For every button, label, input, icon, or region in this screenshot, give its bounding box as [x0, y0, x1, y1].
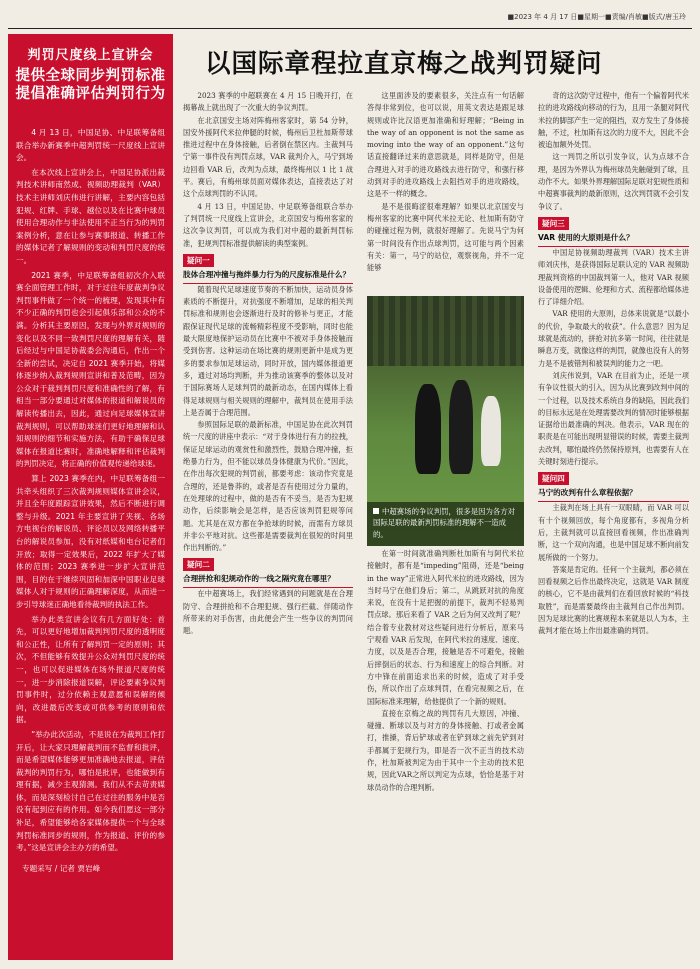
- photo-figure-referee-2: [449, 380, 473, 474]
- photo-caption: [367, 502, 524, 547]
- article-paragraph: 直接在京梅之战的判罚有几大原因，冲撞、碰撞、断球以及与对方的身体接触、打或者金属打，推搡，背后铲球或者在铲到球之前先铲到对手都属于犯规行为，即是否一次不正当的技术动作，杜加斯被判定为由于其中一个主动的技术犯规，因此VAR之所以判定为点球，恰恰是基于对球员动作的合理判断。: [367, 708, 524, 792]
- sidebar-paragraph: 算上 2023 赛季在内，中足联筹备组一共牵头组织了三次裁判规则媒体宣讲会议，并且全年度跟踪宣讲效果，然后不断进行调整与升级。2021 年主要宣讲了夹视、各场方电视台的解说员、评论员以及网络转播平台的解说员参加，没有对纸媒和电台记者们开放；取得一定效果后，2022 年扩大了媒体的范围；2023 赛季进一步扩大宣讲范围，目的在于继续巩固和加深中国职业足球媒体人对于规则的正确理解深度，从而进一步引导球迷正确地看待裁判的执法工作。: [16, 474, 165, 609]
- sidebar-paragraph: “举办此次活动，不是说在为裁判工作打开后，让大家只理解裁判而不监督和批评，而是希望媒体能够更加准确地去报道，评估裁判的判罚行为，哪怕是批评，也能做到有理有据，减少主观猜测。我们从不去苛责媒体，而是深刻检讨自己在过往的服务中是否没有起到应有的作用。如今我们愿这一部分补足，希望能够给各家媒体提供一个与全球判罚标准同步的规则，作为报道、评价的参考。”这是宣讲会主办方的希望。: [16, 729, 165, 853]
- question-title-4: 马宁的改判有什么章程依据？: [538, 487, 689, 502]
- question-tag-2: 疑问二: [183, 558, 214, 571]
- photo-figure-referee: [415, 384, 441, 474]
- sidebar-kicker: 判罚尺度线上宣讲会: [27, 48, 154, 63]
- article-paragraph: 奇的这次防守过程中，他有一个偏着阿代米拉的进攻路线向移动的行为，且用一条腿对阿代米拉的脚部产生一定的阻挡，双方发生了身体接触，不过，杜加斯有这次的力度不大，因此不会被追加额外处罚。: [538, 91, 689, 150]
- article-paragraph: 是不是很晦涩很难理解？如果以北京国安与梅州客家的比赛中阿代米拉无论、杜加斯有防守的碰撞过程为例，就很好理解了。先说马宁为何第一时间没有作出点球判罚，这可能与两个因素有关：第一，马宁的站位，观察视角，并不一定能够: [367, 201, 524, 273]
- article-paragraph: 这一判罚之所以引发争议，认为点球不合理，是因为外界认为梅州球员先触碰到了球，且动作不大。如果外界理解国际足联对犯规性质和中超赛事裁判的最新原则，这次判罚就不会引发争议了。: [538, 152, 689, 211]
- question-title-2: 合理拼抢和犯规动作的一线之隔究竟在哪里？: [183, 573, 353, 588]
- sidebar-body: [8, 127, 173, 855]
- page-header: [0, 0, 700, 30]
- sidebar-paragraph: 4 月 13 日，中国足协、中足联筹备组联合举办新赛季中超判罚统一尺度线上宣讲会。: [16, 128, 165, 163]
- article-paragraph: 刘庆伟说到，VAR 在目前为止，还是一项有争议性很大的引入，因为从比赛到改判中间的一个过程，以及技术系统自身的缺陷，因此我们的目标永远是在处理需要改判的情况时能够根据证据给出最准确的判决。他表示，VAR 现在的职责是在可能出现明显错误的时候，需要主裁判去改判，哪怕最终仍然保持原判，也需要有人在关键时刻进行提示。: [538, 370, 689, 467]
- article-column-2-top: [367, 90, 524, 290]
- question-title-1: 肢体合理冲撞与拖绊暴力行为的尺度标准是什么？: [183, 269, 353, 284]
- article-paragraph: 这里面涉及的要素很多，关注点有一句话解答得非常到位，也可以说，用英文表达是跟足球规则或许比汉语更加准确和好理解；“Being in the way of an opponent is not the same as moving into the way of an opponent.”这句话直接翻译过来的意思就是，同样是防守，但是合理进入对手的进攻路线去进行防守，和强行移动到对手的进攻路线上去阻挡对手的进攻路线，这是不一样的概念。: [367, 91, 524, 199]
- article-title: 以国际章程拉直京梅之战判罚疑问: [205, 49, 603, 79]
- article-paragraph: 随着现代足球速度节奏的不断加快，运动员身体素质的不断提升，对抗强度不断增加，足球的相关判罚标准和规则也会逐渐进行及时的修补与更正，才能跟保证现代足球的流畅精彩程度不受影响，同时也能最大限度地保护运动员在比赛中不被对手身体接触而受到伤害。这种运动在场比赛的规则更新中是成为更多的要求参加足球运动，同时开放，国内媒体报道更多，通过对场均判断，并为推动该赛季的整体以及对于国际赛场人足球判罚的最新动态，在国内媒体上看得足球规则与相关规则的理解中，裁判员在使用手法上是否属于合理范围。: [183, 284, 353, 417]
- sidebar-panel: [8, 34, 173, 960]
- article-paragraph: 在中超赛场上，我们经常遇到的问题就是在合理防守、合理拼抢和不合理犯规、强行拦截、伴随动作所带来的对手伤害，由此便会产生一些争议的判罚问题。: [183, 589, 353, 636]
- caption-marker-icon: [373, 508, 379, 514]
- question-tag-3: 疑问三: [538, 217, 569, 230]
- photo-figure-player: [481, 396, 501, 466]
- article-paragraph: 在第一时间就准确判断杜加斯有与阿代米拉接触时，都有是“impeding”阻碍，还是“being in the way”正常进入阿代米拉的进攻路线，因为当时马宁在他们身后；第二，从跳跃对抗的角度来说，在没有十足把握的前提下，裁判不轻易判罚点球。那后来看了 VAR 之后为何又改判了呢？结合着专业教材对这些疑问进行分析后，原来马宁观看 VAR 后发现，在阿代米拉的速度、速度、力度，以及是否合理，接触是否不可避免，接触后摔倒后的状态、行为和速度上的综合判断。对方中锋在前面追求出来的时候，造成了对手受伤，所以作出了点球判罚，在看完视频之后，在国际标准来理解，给他提供了一个新的规则。: [367, 549, 524, 706]
- article-paragraph: VAR 使用的大原则，总体来说就是“以最小的代价，争取最大的收获”。什么意思？因为足球就是流动的，拼抢对抗多第一时间，往往就是瞬息万变，就像这样的判罚，就像也没有人的努力是不是被错判和被误判的能力之一吧。: [538, 309, 689, 368]
- question-tag-4: 疑问四: [538, 472, 569, 485]
- article-paragraph: 参照国际足联的最新标准，中国足协在此次判罚统一尺度的讲座中表示：“对于身体进行有力的拉拽，保证足球运动的观赏性和激烈性，鼓励合理冲撞，拒绝暴力行为，但不能以球员身体健康为代价。”因此，在作出每次犯规的判罚前，都要考虑：该动作究竟是合理的，还是鲁莽的，或者是否有使用过分力量的，在处理球的过程中，做的是否有不妥当，是否为犯规动作，后续影响会是怎样，是否应该判罚犯规等问题。尤其是在双方都在争抢球的时候，而需有方球员并非公平地对抗。这些都是需要裁判在很短的时间里作出判断的。”: [183, 420, 353, 553]
- issue-meta: ■2023 年 4 月 17 日■星期一■责编/肖敏■版式/唐玉玲: [507, 13, 686, 21]
- article-paragraph: 4 月 13 日，中国足协、中足联筹备组联合举办了判罚统一尺度线上宣讲会，北京国安与梅州客家的这次争议判罚，可以成为我们对中超的最新判罚标准，犯规判罚标准提供解读的典型案例。: [183, 201, 353, 248]
- article-paragraph: 主裁判在场上具有一双眼睛，而 VAR 可以有十个视频回放，每个角度都有，多视角分析后，主裁判就可以直接回看视频，作出准确判断，这一个双向沟通，也是中国足球不断向前发展所做的一个努力。: [538, 503, 689, 562]
- question-tag-1: 疑问一: [183, 254, 214, 267]
- sidebar-byline: 专题采写 / 记者 贾岩峰: [22, 863, 101, 873]
- article-column-1: [183, 90, 353, 950]
- article-column-3: [538, 90, 689, 950]
- photo-stands: [367, 296, 524, 366]
- article-paragraph: 答案是肯定的。任何一个主裁判，都必须在回看视频之后作出最终决定，这就是 VAR 制度的核心，它不是由裁判们在看回放时候的“科技取胜”，而是需要最终由主裁判自己作出判罚。因为足球比赛的比赛规程本来就是以人为本，主裁判才能在场上作出最准确的判罚。: [538, 564, 689, 636]
- article-paragraph: 2023 赛季的中超联赛在 4 月 15 日晚开打，在揭幕战上就出现了一次重大的争议判罚。: [183, 91, 353, 113]
- sidebar-paragraph: 2021 赛季，中足联筹备组初次介入联赛全面管理工作时，对于过往年度裁判争议判罚事件做了一个统一的梳理，发现其中有不少正确的判罚也会引起俱乐部和公众的不满。分析其主要原因，发现与外界对规则的变化以及不同一致判罚尺度的理解有关，随后经过与中国足协裁委会沟通后，作出一个全新的尝试，决定自 2021 赛季开始，将媒体逐步纳入裁判规则宣讲和普及范畴，因为公众对于裁判判罚尺度和准确性的了解，有相当一部分要通过对媒体的报道和解说员的解读传播出去，因此，通过向足球媒体宣讲裁判规则，可以帮助球迷们更好地理解和认知规则的细节和实施方法，有助于确保足球媒体在报道比赛时，准确地解释和评估裁判的判罚决定，将正确的价值观传递给球迷。: [16, 270, 165, 469]
- header-rule: [8, 28, 692, 29]
- sidebar-headline: [12, 67, 169, 103]
- article-column-2-bottom: [367, 548, 524, 948]
- question-title-3: VAR 使用的大原则是什么？: [538, 232, 689, 247]
- sidebar-paragraph: 举办此类宣讲会议有几方面好处：首先，可以更好地增加裁判判罚尺度的透明度和公正性，让所有了解判罚一定的原则；其次，不但能够有效提升公众对判罚尺度的统一，也可以促进媒体在场外报道尺度的统一，进一步消除报道误解，评论要素争议判罚事件时，过分依赖主观意愿和误解的倾向，改进最后改变或可供参考的原则和依据。: [16, 614, 165, 725]
- article-paragraph: 中国足协视频助理裁判（VAR）技术主讲师刘庆伟，是获得国际足联认定的 VAR 视频助理裁判资格的中国裁判第一人，他对 VAR 视频设备使用的逻辑、伦理和方式、流程都给媒体进行了详细介绍。: [538, 247, 689, 307]
- sidebar-paragraph: 在本次线上宣讲会上，中国足协派出裁判技术讲师南然成、视频助理裁判（VAR）技术主讲师刘庆伟进行讲解，主要内容包括犯规、红牌、手球、越位以及在比赛中球员使用合理动作与非法使用不正当行为的判罚案例分析，意在让参与赛事报道、转播工作的媒体记者了解规则的变动和判罚尺度的统一。: [16, 167, 165, 265]
- article-paragraph: 在北京国安主场对阵梅州客家时，第 54 分钟，国安外援阿代米拉伸腿的时候，梅州后卫杜加斯带球推进过程中在身体接触，后者倒在禁区内。主裁判马宁第一事件没有判罚点球，VAR 裁判介入，马宁到场边回看 VAR 后，改判为点球，最终梅州以 1 比 1 战平。赛后，有梅州球员面对媒体表达，直接表达了对这个点球判罚的不认同。: [183, 115, 353, 199]
- match-photo: [367, 296, 524, 546]
- sidebar-headline-line-1: 提供全球同步判罚标准: [15, 68, 166, 84]
- photo-caption-text: 中超赛场的争议判罚，很多是因为各方对国际足联的最新判罚标准的理解不一造成的。: [373, 506, 516, 539]
- sidebar-headline-line-2: 提倡准确评估判罚行为: [15, 86, 166, 102]
